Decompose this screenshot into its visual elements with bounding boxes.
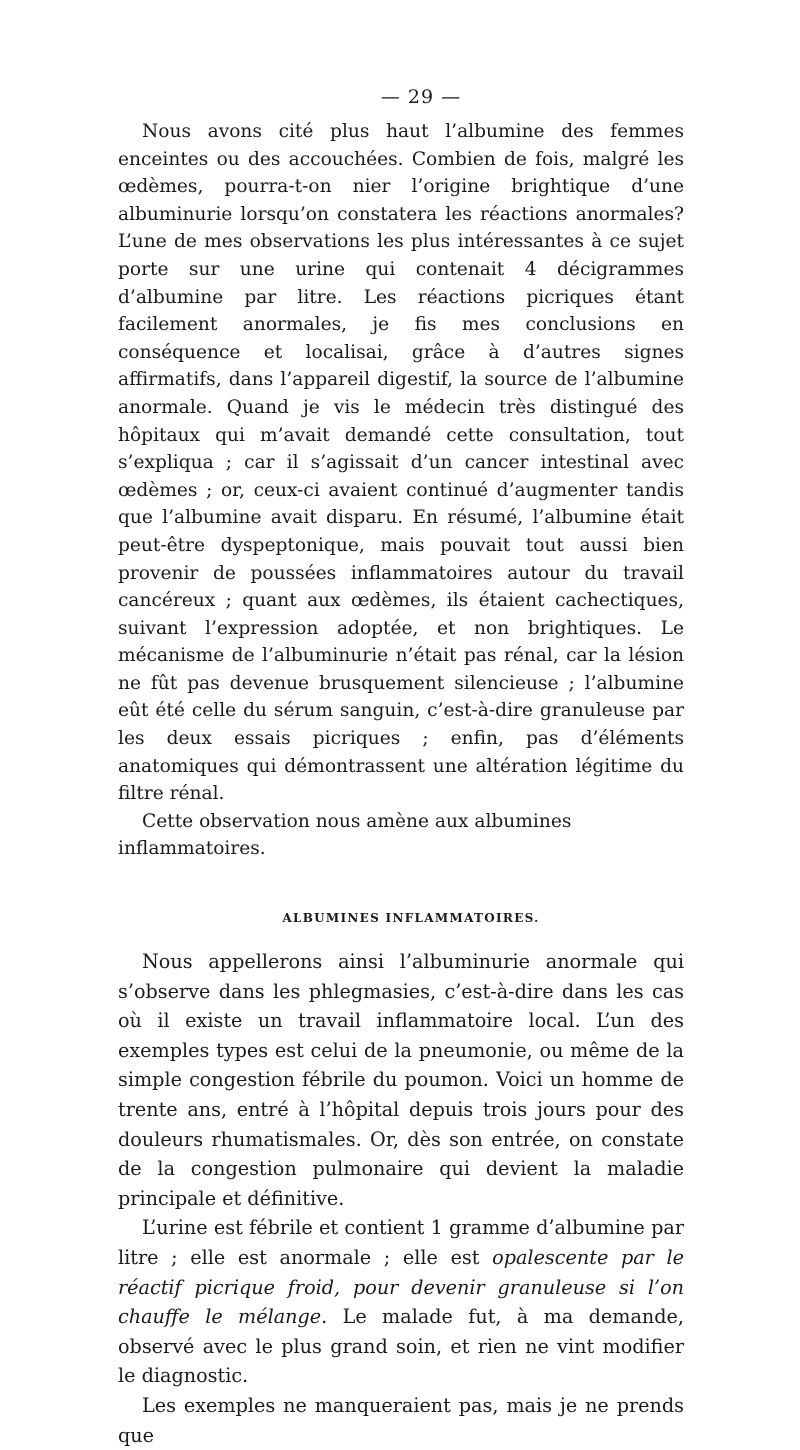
paragraph-inflammatory-definition: Nous appellerons ainsi l’albuminurie anormale qui s’observe dans les phlegmasies, c’est-à-dire dans les cas où il existe un travail inflammatoire local. L’un des exemples types est celui de la pneumonie, ou même de la simple congestion fébrile du poumon. Voici un homme de trente ans, entré à l’hôpital depuis trois jours pour des douleurs rhumatismales. Or, dès son entrée, on constate de la congestion pulmonaire qui devient la maladie principale et définitive. <box>118 950 684 1210</box>
book-page <box>118 86 684 1450</box>
paragraph-pregnancy-albumin: Nous avons cité plus haut l’albumine des femmes enceintes ou des accouchées. Combien de fois, malgré les œdèmes, pourra-t-on nier l’origine brightique d’une albuminurie lorsqu’on constatera les réactions anormales? L’une de mes observations les plus intéressantes à ce sujet porte sur une urine qui contenait 4 décigrammes d’albumine par litre. Les réactions picriques étant facilement anormales, je fis mes conclusions en conséquence et localisai, grâce à d’autres signes affirmatifs, dans l’appareil digestif, la source de l’albumine anormale. Quand je vis le médecin très distingué des hôpitaux qui m’avait demandé cette consultation, tout s’expliqua ; car il s’agissait d’un cancer intestinal avec œdèmes ; or, ceux-ci avaient continué d’augmenter tandis que l’albumine avait disparu. En résumé, l’albumine était peut-être dyspeptonique, mais pouvait tout aussi bien provenir de poussées inflammatoires autour du travail cancéreux ; quant aux œdèmes, ils étaient cachectiques, suivant l’expression adoptée, et non brightiques. Le mécanisme de l’albuminurie n’était pas rénal, car la lésion ne fût pas devenue brusquement silencieuse ; l’albumine eût été celle du sérum sanguin, c’est-à-dire granuleuse par les deux essais picriques ; enfin, pas d’éléments anatomiques qui démontrassent une altération légitime du filtre rénal. <box>118 121 684 805</box>
paragraph-urine-observation <box>118 1213 684 1391</box>
urine-italic-text: opalescente par le réactif picrique froid, pour devenir granuleuse si l’on chauffe le mélange. <box>118 1245 684 1329</box>
urine-lead-text: L’urine est fébrile et contient 1 gramme d’albumine par litre ; elle est anormale ; elle est <box>118 1216 684 1269</box>
paragraph-transition: Cette observation nous amène aux albumines inflammatoires. <box>118 810 572 860</box>
page-number: — 29 — <box>380 86 462 108</box>
urine-tail-text: Le malade fut, à ma demande, observé avec le plus grand soin, et rien ne vint modifier le diagnostic. <box>118 1305 685 1388</box>
section-title: ALBUMINES INFLAMMATOIRES. <box>282 911 540 926</box>
paragraph-last-line: Les exemples ne manqueraient pas, mais je ne prends que <box>118 1393 684 1447</box>
